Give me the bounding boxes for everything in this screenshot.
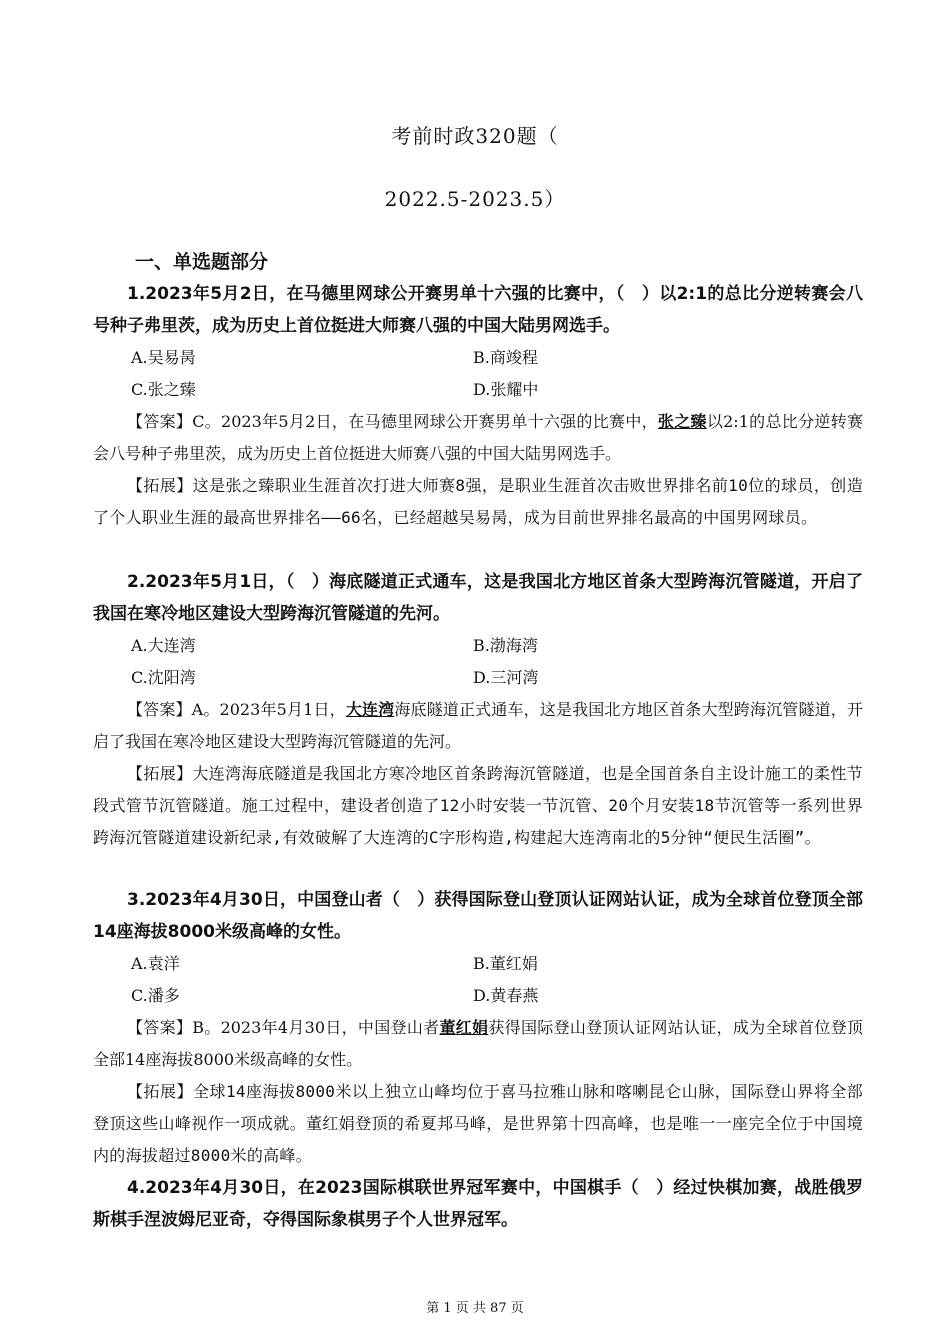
options-grid: [93, 342, 863, 406]
option-a: A.吴易昺: [131, 348, 196, 367]
option-c: C.张之臻: [131, 380, 196, 399]
extension-paragraph: 【拓展】全球14座海拔8000米以上独立山峰均位于喜马拉雅山脉和喀喇昆仑山脉，国际登山界将全部登顶这些山峰视作一项成就。董红娟登顶的希夏邦马峰，是世界第十四高峰，也是唯一一座完全位于中国境内的海拔超过8000米的高峰。: [93, 1082, 863, 1165]
answer-key: 董红娟: [439, 1018, 489, 1037]
option-b: B.董红娟: [473, 954, 538, 973]
question-stem: 3.2023年4月30日，中国登山者（ ）获得国际登山登顶认证网站认证，成为全球首位登顶全部14座海拔8000米级高峰的女性。: [93, 890, 863, 942]
question-block-1: [93, 278, 863, 534]
question-block-2: [93, 566, 863, 854]
extension-paragraph: 【拓展】大连湾海底隧道是我国北方寒冷地区首条跨海沉管隧道，也是全国首条自主设计施工的柔性节段式管节沉管隧道。施工过程中，建设者创造了12小时安装一节沉管、20个月安装18节沉管等一系列世界跨海沉管隧道建设新纪录,有效破解了大连湾的C字形构造,构建起大连湾南北的5分钟“便民生活圈”。: [93, 764, 863, 847]
answer-text: 【答案】B。2023年4月30日，中国登山者: [127, 1018, 440, 1037]
question-stem: 4.2023年4月30日，在2023国际棋联世界冠军赛中，中国棋手（ ）经过快棋加赛，战胜俄罗斯棋手涅波姆尼亚奇，夺得国际象棋男子个人世界冠军。: [93, 1178, 863, 1230]
answer-paragraph: [93, 694, 863, 758]
options-grid: [93, 948, 863, 1012]
option-b: B.渤海湾: [473, 636, 538, 655]
options-grid: [93, 630, 863, 694]
answer-paragraph: [93, 406, 863, 470]
document-date-range: 2022.5-2023.5）: [384, 187, 566, 211]
extension-paragraph: 【拓展】这是张之臻职业生涯首次打进大师赛8强，是职业生涯首次击败世界排名前10位的球员，创造了个人职业生涯的最高世界排名——66名，已经超越吴易昺，成为目前世界排名最高的中国男网球员。: [93, 476, 863, 527]
option-c: C.潘多: [131, 986, 180, 1005]
answer-key: 大连湾: [345, 700, 395, 719]
answer-text: 海底隧道正式通车，这是我国北方地区首条大型跨海沉管隧道，开启了我国在寒冷地区建设大型跨海沉管隧道的先河。: [93, 700, 863, 751]
question-stem: 2.2023年5月1日，（ ）海底隧道正式通车，这是我国北方地区首条大型跨海沉管隧道，开启了我国在寒冷地区建设大型跨海沉管隧道的先河。: [93, 572, 863, 624]
question-block-3: [93, 884, 863, 1172]
question-block-4: [93, 1172, 863, 1236]
option-d: D.三河湾: [473, 668, 539, 687]
option-d: D.黄春燕: [473, 986, 539, 1005]
answer-text: 以2:1的总比分逆转赛会八号种子弗里茨，成为历史上首位挺进大师赛八强的中国大陆男网选手。: [93, 412, 863, 463]
answer-text: 获得国际登山登顶认证网站认证，成为全球首位登顶全部14座海拔8000米级高峰的女性。: [93, 1018, 863, 1069]
answer-text: 【答案】A。2023年5月1日，: [127, 700, 346, 719]
answer-paragraph: [93, 1012, 863, 1076]
answer-key: 张之臻: [657, 412, 707, 431]
option-a: A.大连湾: [131, 636, 196, 655]
option-a: A.袁洋: [131, 954, 180, 973]
page-footer: 第 1 页 共 87 页: [426, 1301, 524, 1316]
section-heading: 一、单选题部分: [135, 251, 269, 273]
question-stem: 1.2023年5月2日，在马德里网球公开赛男单十六强的比赛中，（ ）以2:1的总比分逆转赛会八号种子弗里茨，成为历史上首位挺进大师赛八强的中国大陆男网选手。: [93, 284, 863, 336]
option-c: C.沈阳湾: [131, 668, 196, 687]
option-d: D.张耀中: [473, 380, 539, 399]
document-title: 考前时政320题（: [391, 124, 559, 148]
answer-text: 【答案】C。2023年5月2日，在马德里网球公开赛男单十六强的比赛中，: [127, 412, 658, 431]
option-b: B.商竣程: [473, 348, 538, 367]
